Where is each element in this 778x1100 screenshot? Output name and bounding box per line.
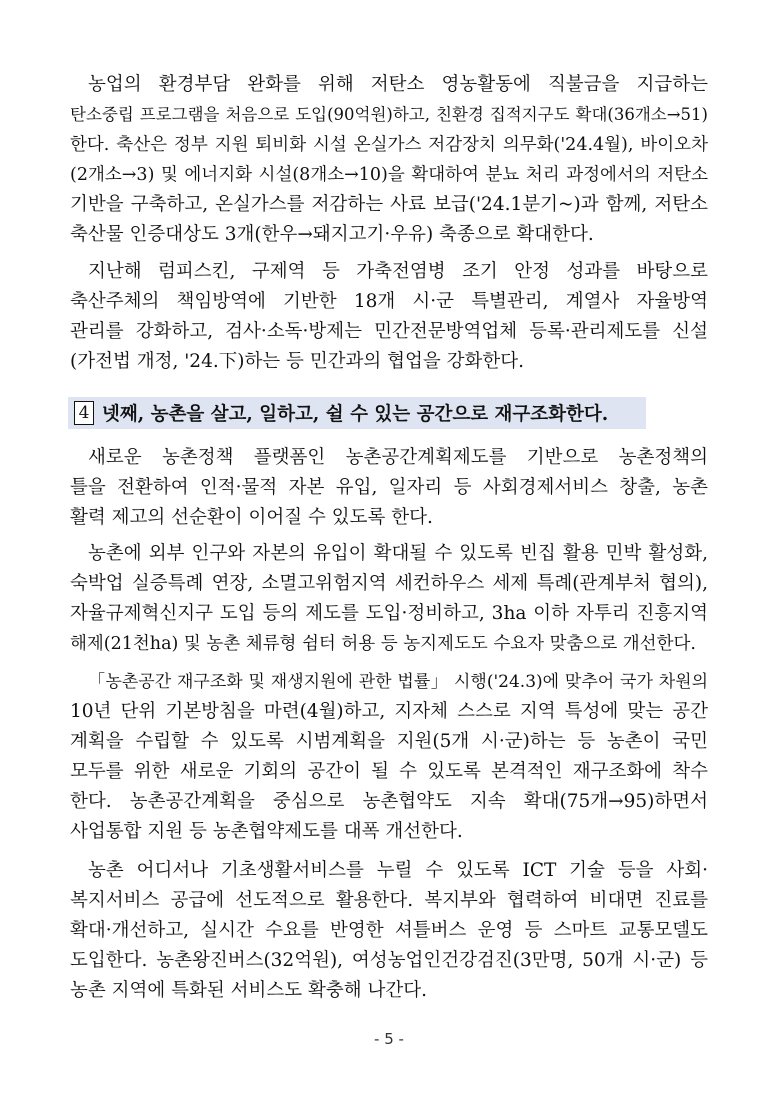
paragraph-line: 관리를 강화하고, 검사·소독·방제는 민간전문방역업체 등록·관리제도를 신설 <box>70 321 708 342</box>
paragraph-low-carbon-agriculture <box>70 70 708 250</box>
paragraph-livestock-disease <box>70 257 708 377</box>
paragraph-line: 10년 단위 기본방침을 마련(4월)하고, 지자체 스스로 지역 특성에 맞는 공간 <box>70 701 708 722</box>
paragraph-line: (2개소→3) 및 에너지화 시설(8개소→10)을 확대하여 분뇨 처리 과정에서의 저탄소 <box>70 165 708 185</box>
paragraph-line: 농촌 어디서나 기초생활서비스를 누릴 수 있도록 ICT 기술 등을 사회· <box>88 860 708 881</box>
section-title: 넷째, 농촌을 살고, 일하고, 쉴 수 있는 공간으로 재구조화한다. <box>102 404 609 425</box>
paragraph-line: 사업통합 지원 등 농촌협약제도를 대폭 개선한다. <box>70 821 463 842</box>
section-heading <box>68 397 646 429</box>
paragraph-rural-inflow <box>70 539 708 659</box>
paragraph-line: 농촌에 외부 인구와 자본의 유입이 확대될 수 있도록 빈집 활용 민박 활성화, <box>88 543 708 564</box>
paragraph-line: 모두를 위한 새로운 기회의 공간이 될 수 있도록 본격적인 재구조화에 착수 <box>70 761 708 782</box>
paragraph-line: 도입한다. 농촌왕진버스(32억원), 여성농업인건강검진(3만명, 50개 시·군) 등 <box>70 950 708 971</box>
paragraph-line: 탄소중립 프로그램을 처음으로 도입(90억원)하고, 친환경 집적지구도 확대(36개소→51) <box>70 105 708 124</box>
paragraph-line: 계획을 수립할 수 있도록 시범계획을 지원(5개 시·군)하는 등 농촌이 국민 <box>70 731 708 752</box>
paragraph-rural-policy-platform <box>70 443 708 533</box>
paragraph-line: 틀을 전환하여 인적·물적 자본 유입, 일자리 등 사회경제서비스 창출, 농촌 <box>70 477 708 498</box>
paragraph-line: 자율규제혁신지구 도입 등의 제도를 도입·정비하고, 3ha 이하 자투리 진흥지역 <box>70 603 708 624</box>
paragraph-line: 확대·개선하고, 실시간 수요를 반영한 셔틀버스 운영 등 스마트 교통모델도 <box>70 920 708 941</box>
page-number: - 5 - <box>374 1030 404 1048</box>
paragraph-line: 「농촌공간 재구조화 및 재생지원에 관한 법률」 시행('24.3)에 맞추어 국가 차원의 <box>88 672 708 692</box>
paragraph-line: 해제(21천ha) 및 농촌 체류형 쉼터 허용 등 농지제도도 수요자 맞춤으로 개선한다. <box>70 634 696 654</box>
paragraph-line: 농업의 환경부담 완화를 위해 저탄소 영농활동에 직불금을 지급하는 <box>88 74 708 95</box>
paragraph-line: 활력 제고의 선순환이 이어질 수 있도록 한다. <box>70 507 433 528</box>
paragraph-line: 지난해 럼피스킨, 구제역 등 가축전염병 조기 안정 성과를 바탕으로 <box>88 261 708 282</box>
paragraph-rural-restructuring-law <box>70 667 708 847</box>
paragraph-line: 한다. 축산은 정부 지원 퇴비화 시설 온실가스 저감장치 의무화('24.4월), 바이오차 <box>70 135 708 155</box>
paragraph-rural-services <box>70 856 708 1006</box>
paragraph-line: 새로운 농촌정책 플랫폼인 농촌공간계획제도를 기반으로 농촌정책의 <box>88 447 708 468</box>
paragraph-line: 복지서비스 공급에 선도적으로 활용한다. 복지부와 협력하여 비대면 진료를 <box>70 890 708 911</box>
paragraph-line: 축산물 인증대상도 3개(한우→돼지고기·우유) 축종으로 확대한다. <box>70 224 594 245</box>
paragraph-line: (가전법 개정, '24.下)하는 등 민간과의 협업을 강화한다. <box>70 351 525 372</box>
paragraph-line: 농촌 지역에 특화된 서비스도 확충해 나간다. <box>70 980 427 1001</box>
section-number-box: 4 <box>74 401 94 425</box>
paragraph-line: 숙박업 실증특례 연장, 소멸고위험지역 세컨하우스 세제 특례(관계부처 협의), <box>70 573 708 594</box>
paragraph-line: 축산주체의 책임방역에 기반한 18개 시·군 특별관리, 계열사 자율방역 <box>70 291 708 312</box>
paragraph-line: 기반을 구축하고, 온실가스를 저감하는 사료 보급('24.1분기~)과 함께, 저탄소 <box>70 194 708 215</box>
paragraph-line: 한다. 농촌공간계획을 중심으로 농촌협약도 지속 확대(75개→95)하면서 <box>70 791 708 812</box>
